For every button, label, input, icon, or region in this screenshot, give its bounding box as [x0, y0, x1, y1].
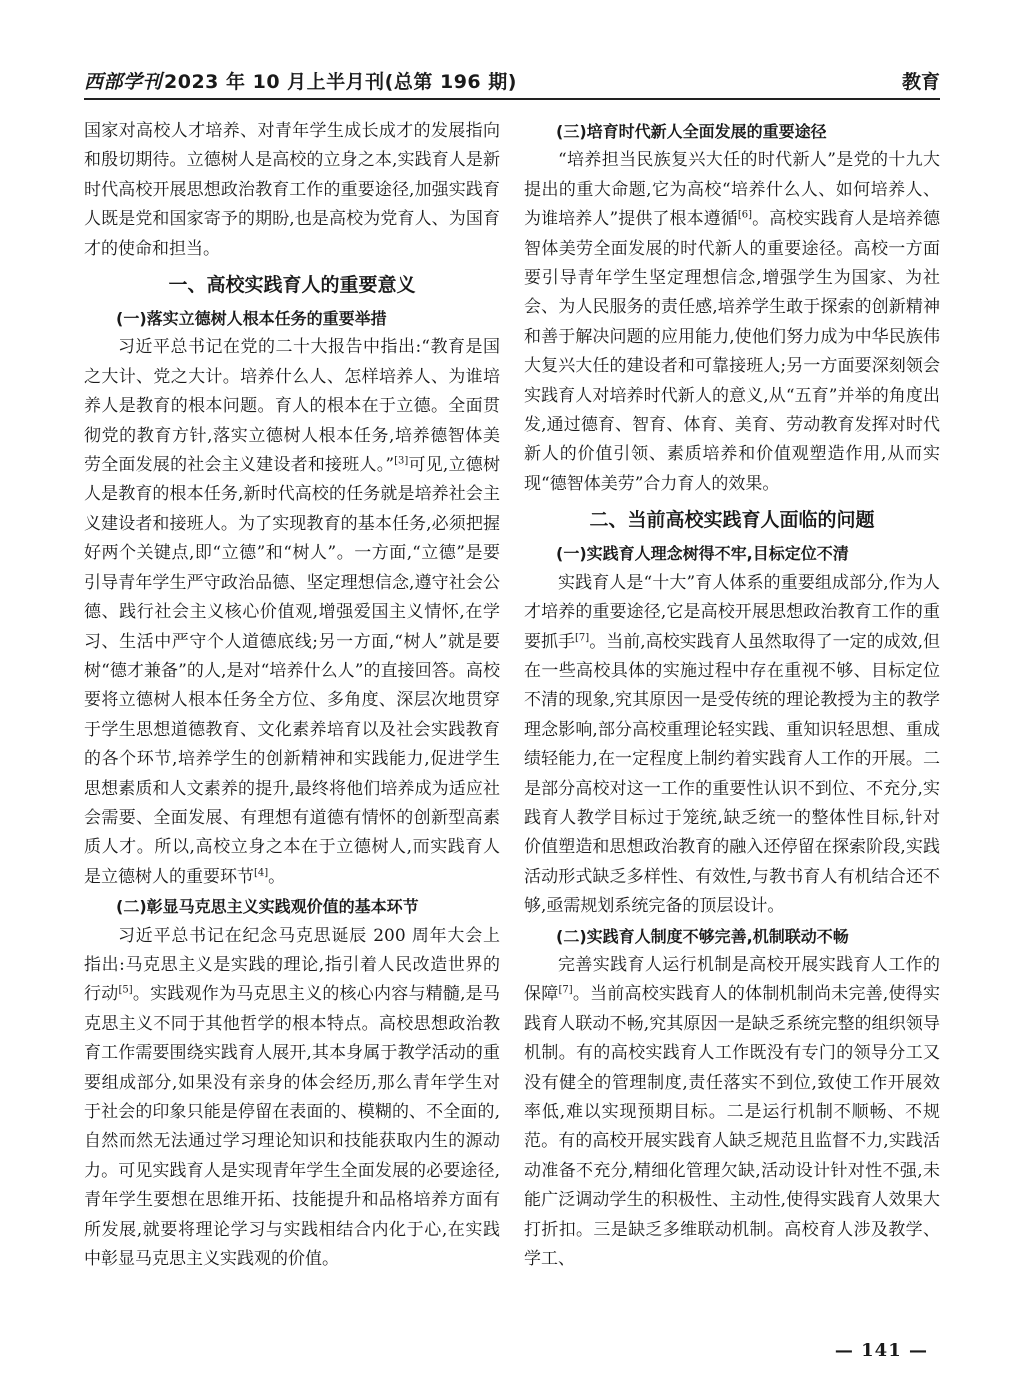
- citation: [7]: [575, 631, 590, 643]
- paragraph-text: 完善实践育人运行机制是高校开展实践育人工作的保障: [524, 954, 940, 1005]
- right-column: [524, 117, 940, 1274]
- citation: [3]: [394, 455, 409, 467]
- paragraph-text: 。当前高校实践育人的体制机制尚未完善,使得实践育人联动不畅,究其原因一是缺乏系统完整的组织领导机制。有的高校实践育人工作既没有专门的领导分工又没有健全的管理制度,责任落实不到位,致使工作开展效率低,难以实现预期目标。二是运行机制不顺畅、不规范。有的高校开展实践育人缺乏规范且监督不力,实践活动准备不充分,精细化管理欠缺,活动设计针对性不强,未能广泛调动学生的积极性、主动性,使得实践育人效果大打折扣。三是缺乏多维联动机制。高校育人涉及教学、学工、: [524, 984, 940, 1270]
- section-label: 教育: [901, 71, 940, 93]
- page-number: — 141 —: [834, 1340, 928, 1361]
- subsection-heading: (二)实践育人制度不够完善,机制联动不畅: [556, 926, 849, 946]
- paragraph-text: 可见,立德树人是教育的根本任务,新时代高校的任务就是培养社会主义建设者和接班人。为了实现教育的基本任务,必须把握好两个关键点,即“立德”和“树人”。一方面,“立德”是要引导青年学生严守政治品德、坚定理想信念,遵守社会公德、践行社会主义核心价值观,增强爱国主义情怀,在学习、生活中严守个人道德底线;另一方面,“树人”就是要树“德才兼备”的人,是对“培养什么人”的直接回答。高校要将立德树人根本任务全方位、多角度、深层次地贯穿于学生思想道德教育、文化素养培育以及社会实践教育的各个环节,培养学生的创新精神和实践能力,促进学生思想素质和人文素养的提升,最终将他们培养成为适应社会需要、全面发展、有理想有道德有情怀的创新型高素质人才。所以,高校立身之本在于立德树人,而实践育人是立德树人的重要环节: [84, 455, 500, 887]
- section-heading: 二、当前高校实践育人面临的问题: [589, 509, 875, 532]
- paragraph: [84, 922, 500, 1275]
- paragraph: [524, 569, 940, 922]
- paragraph-text: 。当前,高校实践育人虽然取得了一定的成效,但在一些高校具体的实施过程中存在重视不够、目标定位不清的现象,究其原因一是受传统的理论教授为主的教学理念影响,部分高校重理论轻实践、重知识轻思想、重成绩轻能力,在一定程度上制约着实践育人工作的开展。二是部分高校对这一工作的重要性认识不到位、不充分,实践育人教学目标过于笼统,缺乏统一的整体性目标,针对价值塑造和思想政治教育的融入还停留在探索阶段,实践活动形式缺乏多样性、有效性,与教书育人有机结合还不够,亟需规划系统完备的顶层设计。: [524, 631, 941, 917]
- journal-title: [84, 67, 517, 98]
- paragraph-text: 实践育人是“十大”育人体系的重要组成部分,作为人才培养的重要途径,它是高校开展思想政治教育工作的重要抓手: [524, 572, 940, 652]
- paragraph-text: 。实践观作为马克思主义的核心内容与精髓,是马克思主义不同于其他哲学的根本特点。高校思想政治教育工作需要围绕实践育人展开,其本身属于教学活动的重要组成部分,如果没有亲身的体会经历,那么青年学生对于社会的印象只能是停留在表面的、模糊的、不全面的,自然而然无法通过学习理论知识和技能获取内生的源动力。可见实践育人是实现青年学生全面发展的必要途径,青年学生要想在思维开拓、技能提升和品格培养方面有所发展,就要将理论学习与实践相结合内化于心,在实践中彰显马克思主义实践观的价值。: [84, 984, 500, 1270]
- paragraph-text: “培养担当民族复兴大任的时代新人”是党的十九大提出的重大命题,它为高校“培养什么人、如何培养人、为谁培养人”提供了根本遵循: [524, 150, 940, 230]
- journal-issue: 2023 年 10 月上半月刊(总第 196 期): [164, 71, 517, 93]
- paragraph-text: 。高校实践育人是培养德智体美劳全面发展的时代新人的重要途径。高校一方面要引导青年学生坚定理想信念,增强学生为国家、为社会、为人民服务的责任感,培养学生敢于探索的创新精神和善于解决问题的应用能力,使他们努力成为中华民族伟大复兴大任的建设者和可靠接班人;另一方面要深刻领会实践育人对培养时代新人的意义,从“五育”并举的角度出发,通过德育、智育、体育、美育、劳动教育发挥对时代新人的价值引领、素质培养和价值观塑造作用,从而实现“德智体美劳”合力育人的效果。: [524, 209, 940, 494]
- section-heading: 一、高校实践育人的重要意义: [168, 274, 416, 297]
- paragraph: [84, 333, 500, 892]
- paragraph: [524, 146, 940, 499]
- citation: [4]: [254, 867, 269, 879]
- citation: [7]: [558, 984, 573, 996]
- paragraph-text: 习近平总书记在党的二十大报告中指出:“教育是国之大计、党之大计。培养什么人、怎样培养人、为谁培养人是教育的根本问题。育人的根本在于立德。全面贯彻党的教育方针,落实立德树人根本任务,培养德智体美劳全面发展的社会主义建设者和接班人。”: [84, 337, 500, 476]
- paragraph-text: 习近平总书记在纪念马克思诞辰 200 周年大会上指出:马克思主义是实践的理论,指引着人民改造世界的行动: [84, 925, 500, 1005]
- paragraph: 国家对高校人才培养、对青年学生成长成才的发展指向和殷切期待。立德树人是高校的立身之本,实践育人是新时代高校开展思想政治教育工作的重要途径,加强实践育人既是党和国家寄予的期盼,也是高校为党育人、为国育才的使命和担当。: [84, 121, 500, 259]
- paragraph-text: 。: [268, 866, 286, 887]
- subsection-heading: (一)落实立德树人根本任务的重要举措: [116, 309, 387, 329]
- subsection-heading: (二)彰显马克思主义实践观价值的基本环节: [116, 897, 419, 917]
- citation: [5]: [118, 984, 133, 996]
- subsection-heading: (一)实践育人理念树得不牢,目标定位不清: [556, 544, 849, 564]
- left-column: [84, 117, 500, 1274]
- journal-logo: 西部学刊: [84, 71, 163, 93]
- subsection-heading: (三)培育时代新人全面发展的重要途径: [556, 122, 827, 141]
- citation: [6]: [737, 209, 753, 221]
- paragraph: [524, 951, 940, 1274]
- running-header: [84, 68, 940, 100]
